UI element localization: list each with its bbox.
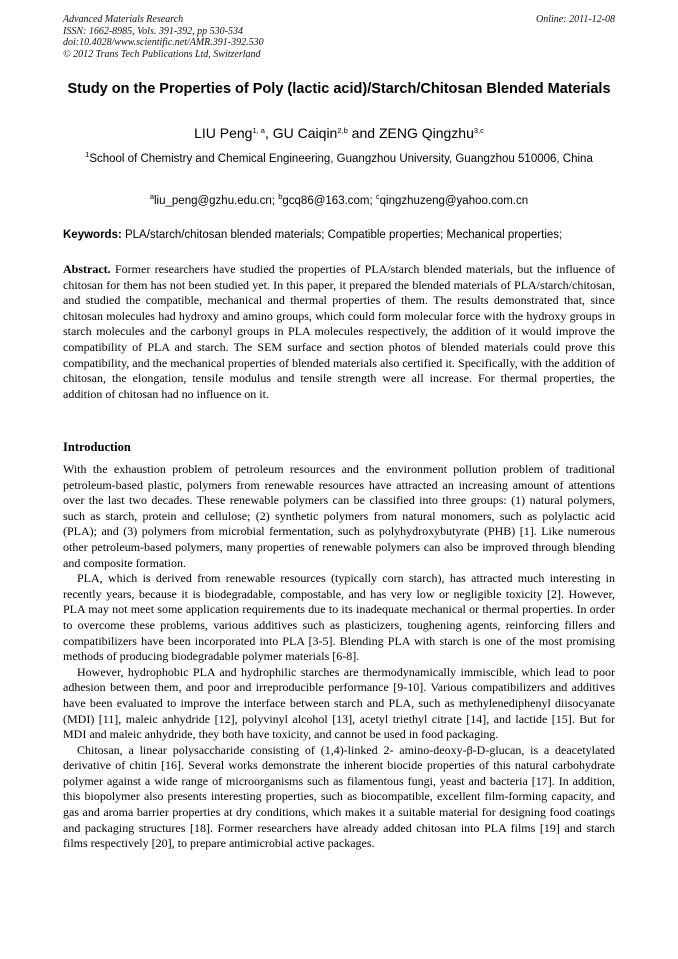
keywords-text: PLA/starch/chitosan blended materials; Compatible properties; Mechanical properties; — [121, 229, 563, 241]
email-list — [63, 194, 615, 208]
author-superscript: 1, a — [252, 126, 265, 135]
email-address: gcq86@163.com; — [282, 195, 376, 207]
issn-line: ISSN: 1662-8985, Vols. 391-392, pp 530-534 — [63, 25, 243, 37]
journal-header — [63, 14, 393, 60]
copyright-line: © 2012 Trans Tech Publications Ltd, Switzerland — [63, 48, 261, 60]
author-name: ZENG Qingzhu — [378, 125, 474, 141]
email-superscript: b — [278, 192, 283, 201]
paragraph: However, hydrophobic PLA and hydrophilic starches are thermodynamically immiscible, which lead to poor adhesion between them, and poor and irreproducible performance [9-10]. Various compatibilizers and additives have been evaluated to improve the interface between starch and PLA, such as methylenediphenyl diisocyanate (MDI) [11], maleic anhydride [12], polyvinyl alcohol [13], acetyl triethyl citrate [14], and lactide [15]. But for MDI and maleic anhydride, they both have toxicity, and cannot be used in food packaging. — [63, 664, 615, 742]
paragraph: PLA, which is derived from renewable resources (typically corn starch), has attracted much interesting in recently years, because it is biodegradable, compostable, and has very low or negligible toxicity [2]. However, PLA may not meet some application requirements due to its inadequate mechanical or thermal properties. In order to overcome these problems, various additives such as plasticizers, toughening agents, reinforcing fillers and compatibilizers have been incorporated into PLA [3-5]. Blending PLA with starch is one of the most promising methods of producing biodegradable polymer materials [6-8]. — [63, 571, 615, 664]
affiliation-superscript: 1 — [85, 150, 90, 159]
online-date: Online: 2011-12-08 — [536, 14, 615, 25]
email-address: liu_peng@gzhu.edu.cn; — [154, 195, 279, 207]
author-separator: , — [264, 125, 273, 141]
keywords — [63, 228, 615, 242]
paper-title: Study on the Properties of Poly (lactic acid)/Starch/Chitosan Blended Materials — [67, 81, 611, 97]
keywords-label: Keywords: — [63, 229, 122, 241]
author-superscript: 2,b — [337, 126, 348, 135]
section-heading-introduction: Introduction — [63, 440, 131, 454]
author-name: LIU Peng — [194, 125, 253, 141]
doi-line: doi:10.4028/www.scientific.net/AMR.391-392.530 — [63, 37, 264, 49]
author-superscript: 3,c — [473, 126, 484, 135]
affiliation-text: School of Chemistry and Chemical Engineering, Guangzhou University, Guangzhou 510006, China — [89, 153, 593, 165]
author-name: GU Caiqin — [272, 125, 338, 141]
abstract-text: Former researchers have studied the properties of PLA/starch blended materials, but the influence of chitosan for them has not been studied yet. In this paper, it prepared the blended materials of PLA/starch/chitosan, and studied the compatible, mechanical and thermal properties of them. The results demonstrated that, since chitosan molecules had hydroxy and amino groups, which could form molecular force with the hydroxy groups in starch molecules and the carbonyl groups in PLA molecules respectively, the addition of it would improve the compatibility of PLA and starch. The SEM surface and section photos of blended materials could prove this compatibility, and the mechanical properties of blended materials also certified it. Specifically, with the addition of chitosan, the elongation, tensile modulus and tensile strength were all increase. For thermal properties, the addition of chitosan had no influence on it. — [63, 262, 615, 401]
author-list — [63, 124, 615, 142]
paragraph: With the exhaustion problem of petroleum resources and the environment pollution problem of traditional petroleum-based plastic, polymers from renewable resources have attracted an increasing amount of attentions over the last two decades. These renewable polymers can be classified into three groups: (1) natural polymers, such as starch, protein and cellulose; (2) synthetic polymers from natural monomers, such as polylactic acid (PLA); and (3) polymers from microbial fermentation, such as polyhydroxybutyrate (PHB) [1]. Like numerous other petroleum-based polymers, many properties of renewable polymers can also be improved through blending and composite formation. — [63, 462, 615, 570]
email-superscript: a — [149, 192, 154, 201]
author-separator: and — [347, 125, 379, 141]
abstract-label: Abstract. — [63, 262, 111, 276]
email-address: qingzhuzeng@yahoo.com.cn — [379, 195, 529, 207]
introduction-body — [63, 462, 615, 852]
abstract — [63, 262, 615, 402]
email-superscript: c — [375, 192, 380, 201]
paragraph: Chitosan, a linear polysaccharide consisting of (1,4)-linked 2- amino-deoxy-β-D-glucan, is a deacetylated derivative of chitin [16]. Several works demonstrate the inherent biocide properties of this natural carbohydrate polymer against a wide range of microorganisms such as filamentous fungi, yeast and bacteria [17]. In addition, this biopolymer also presents interesting properties, such as biocompatible, excellent film-forming capacity, and gas and aroma barrier properties at dry conditions, which makes it a suitable material for designing food coatings and packaging structures [18]. Former researchers have already added chitosan into PLA films [19] and starch films respectively [20], to prepare antimicrobial active packages. — [63, 742, 615, 851]
journal-name: Advanced Materials Research — [63, 14, 184, 25]
affiliation — [63, 148, 615, 170]
